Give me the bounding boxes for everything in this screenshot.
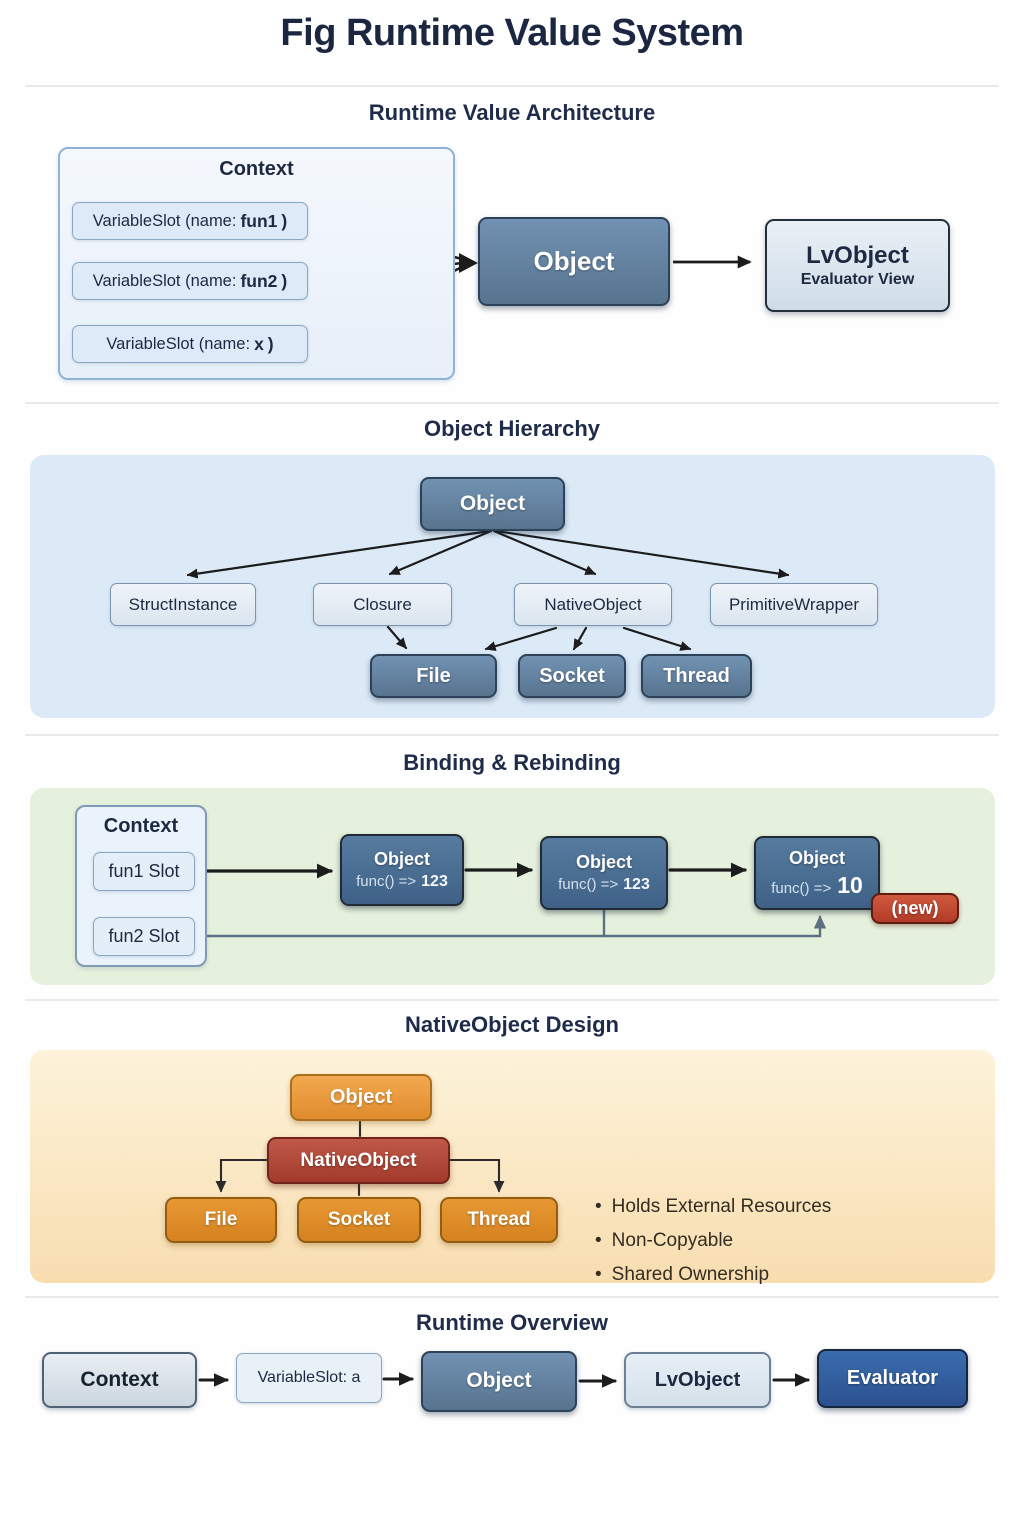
native-leaf-socket: Socket — [297, 1197, 421, 1243]
native-node-thread: Thread — [641, 654, 752, 698]
object-value: 123 — [421, 872, 448, 890]
hierarchy-child-primitivewrapper: PrimitiveWrapper — [710, 583, 878, 626]
bullet-item — [595, 1258, 831, 1292]
slot-name: x — [254, 333, 264, 354]
binding-slot-fun1: fun1 Slot — [93, 852, 195, 891]
object-label: Object — [373, 848, 430, 869]
native-leaf-file: File — [165, 1197, 277, 1243]
variable-slot-fun1 — [72, 202, 308, 240]
bullet-item — [595, 1190, 831, 1224]
bullet-item — [595, 1224, 831, 1258]
slot-close: ) — [267, 333, 274, 354]
slot-prefix: VariableSlot (name: — [92, 271, 237, 290]
hierarchy-heading: Object Hierarchy — [423, 416, 601, 441]
variable-slot-fun2 — [72, 262, 308, 300]
bullet-dot: • — [595, 1196, 602, 1217]
binding-object-node-1 — [340, 834, 464, 906]
overview-node-evaluator: Evaluator — [817, 1349, 968, 1408]
native-leaf-thread: Thread — [440, 1197, 558, 1243]
page-title: Fig Runtime Value System — [280, 12, 744, 54]
overview-node-context: Context — [42, 1352, 197, 1408]
hierarchy-child-structinstance: StructInstance — [110, 583, 256, 626]
object-label: Object — [575, 851, 632, 872]
object-func: func() => — [771, 879, 832, 897]
binding-object-node-3 — [754, 836, 880, 910]
native-node-socket: Socket — [518, 654, 626, 698]
overview-node-variableslot: VariableSlot: a — [236, 1353, 382, 1403]
bullet-dot: • — [595, 1230, 602, 1251]
hierarchy-child-closure: Closure — [313, 583, 452, 626]
binding-heading: Binding & Rebinding — [403, 750, 621, 775]
object-value: 123 — [623, 875, 650, 893]
native-heading: NativeObject Design — [405, 1012, 619, 1037]
bullet-text: Non-Copyable — [611, 1230, 734, 1251]
arch-lvobject-node — [765, 219, 950, 312]
binding-object-node-2 — [540, 836, 668, 910]
slot-name: fun2 — [240, 270, 278, 291]
slot-prefix: VariableSlot (name: — [106, 334, 251, 353]
overview-node-object: Object — [421, 1351, 577, 1412]
bullet-dot: • — [595, 1264, 602, 1285]
slot-name: fun1 — [240, 210, 278, 231]
overview-node-lvobject: LvObject — [624, 1352, 771, 1408]
slot-prefix: VariableSlot (name: — [92, 211, 237, 230]
native-mid-node: NativeObject — [267, 1137, 450, 1184]
slot-close: ) — [281, 210, 288, 231]
native-node-file: File — [370, 654, 497, 698]
binding-context-title: Context — [103, 815, 179, 837]
object-func: func() => — [356, 872, 417, 890]
overview-heading: Runtime Overview — [416, 1310, 608, 1335]
section-divider — [25, 402, 999, 404]
native-panel — [30, 1050, 995, 1283]
object-func: func() => — [558, 875, 619, 893]
binding-slot-fun2: fun2 Slot — [93, 917, 195, 956]
native-root-node: Object — [290, 1074, 432, 1121]
arch-context-title: Context — [219, 158, 294, 180]
variable-slot-x — [72, 325, 308, 363]
section-divider — [25, 999, 999, 1001]
object-value: 10 — [837, 871, 863, 898]
lvobject-label: LvObject — [806, 241, 909, 269]
bullet-text: Shared Ownership — [611, 1264, 770, 1285]
bullet-text: Holds External Resources — [611, 1196, 832, 1217]
arch-object-node: Object — [478, 217, 670, 306]
hierarchy-child-nativeobject: NativeObject — [514, 583, 672, 626]
section-divider — [25, 734, 999, 736]
arch-heading: Runtime Value Architecture — [368, 100, 656, 125]
lvobject-sublabel: Evaluator View — [800, 271, 915, 289]
section-divider — [25, 1296, 999, 1298]
new-badge: (new) — [871, 893, 959, 924]
slot-close: ) — [281, 270, 288, 291]
hierarchy-root-node: Object — [420, 477, 565, 531]
object-label: Object — [788, 847, 845, 868]
native-bullets — [595, 1190, 831, 1292]
section-divider — [25, 85, 999, 87]
